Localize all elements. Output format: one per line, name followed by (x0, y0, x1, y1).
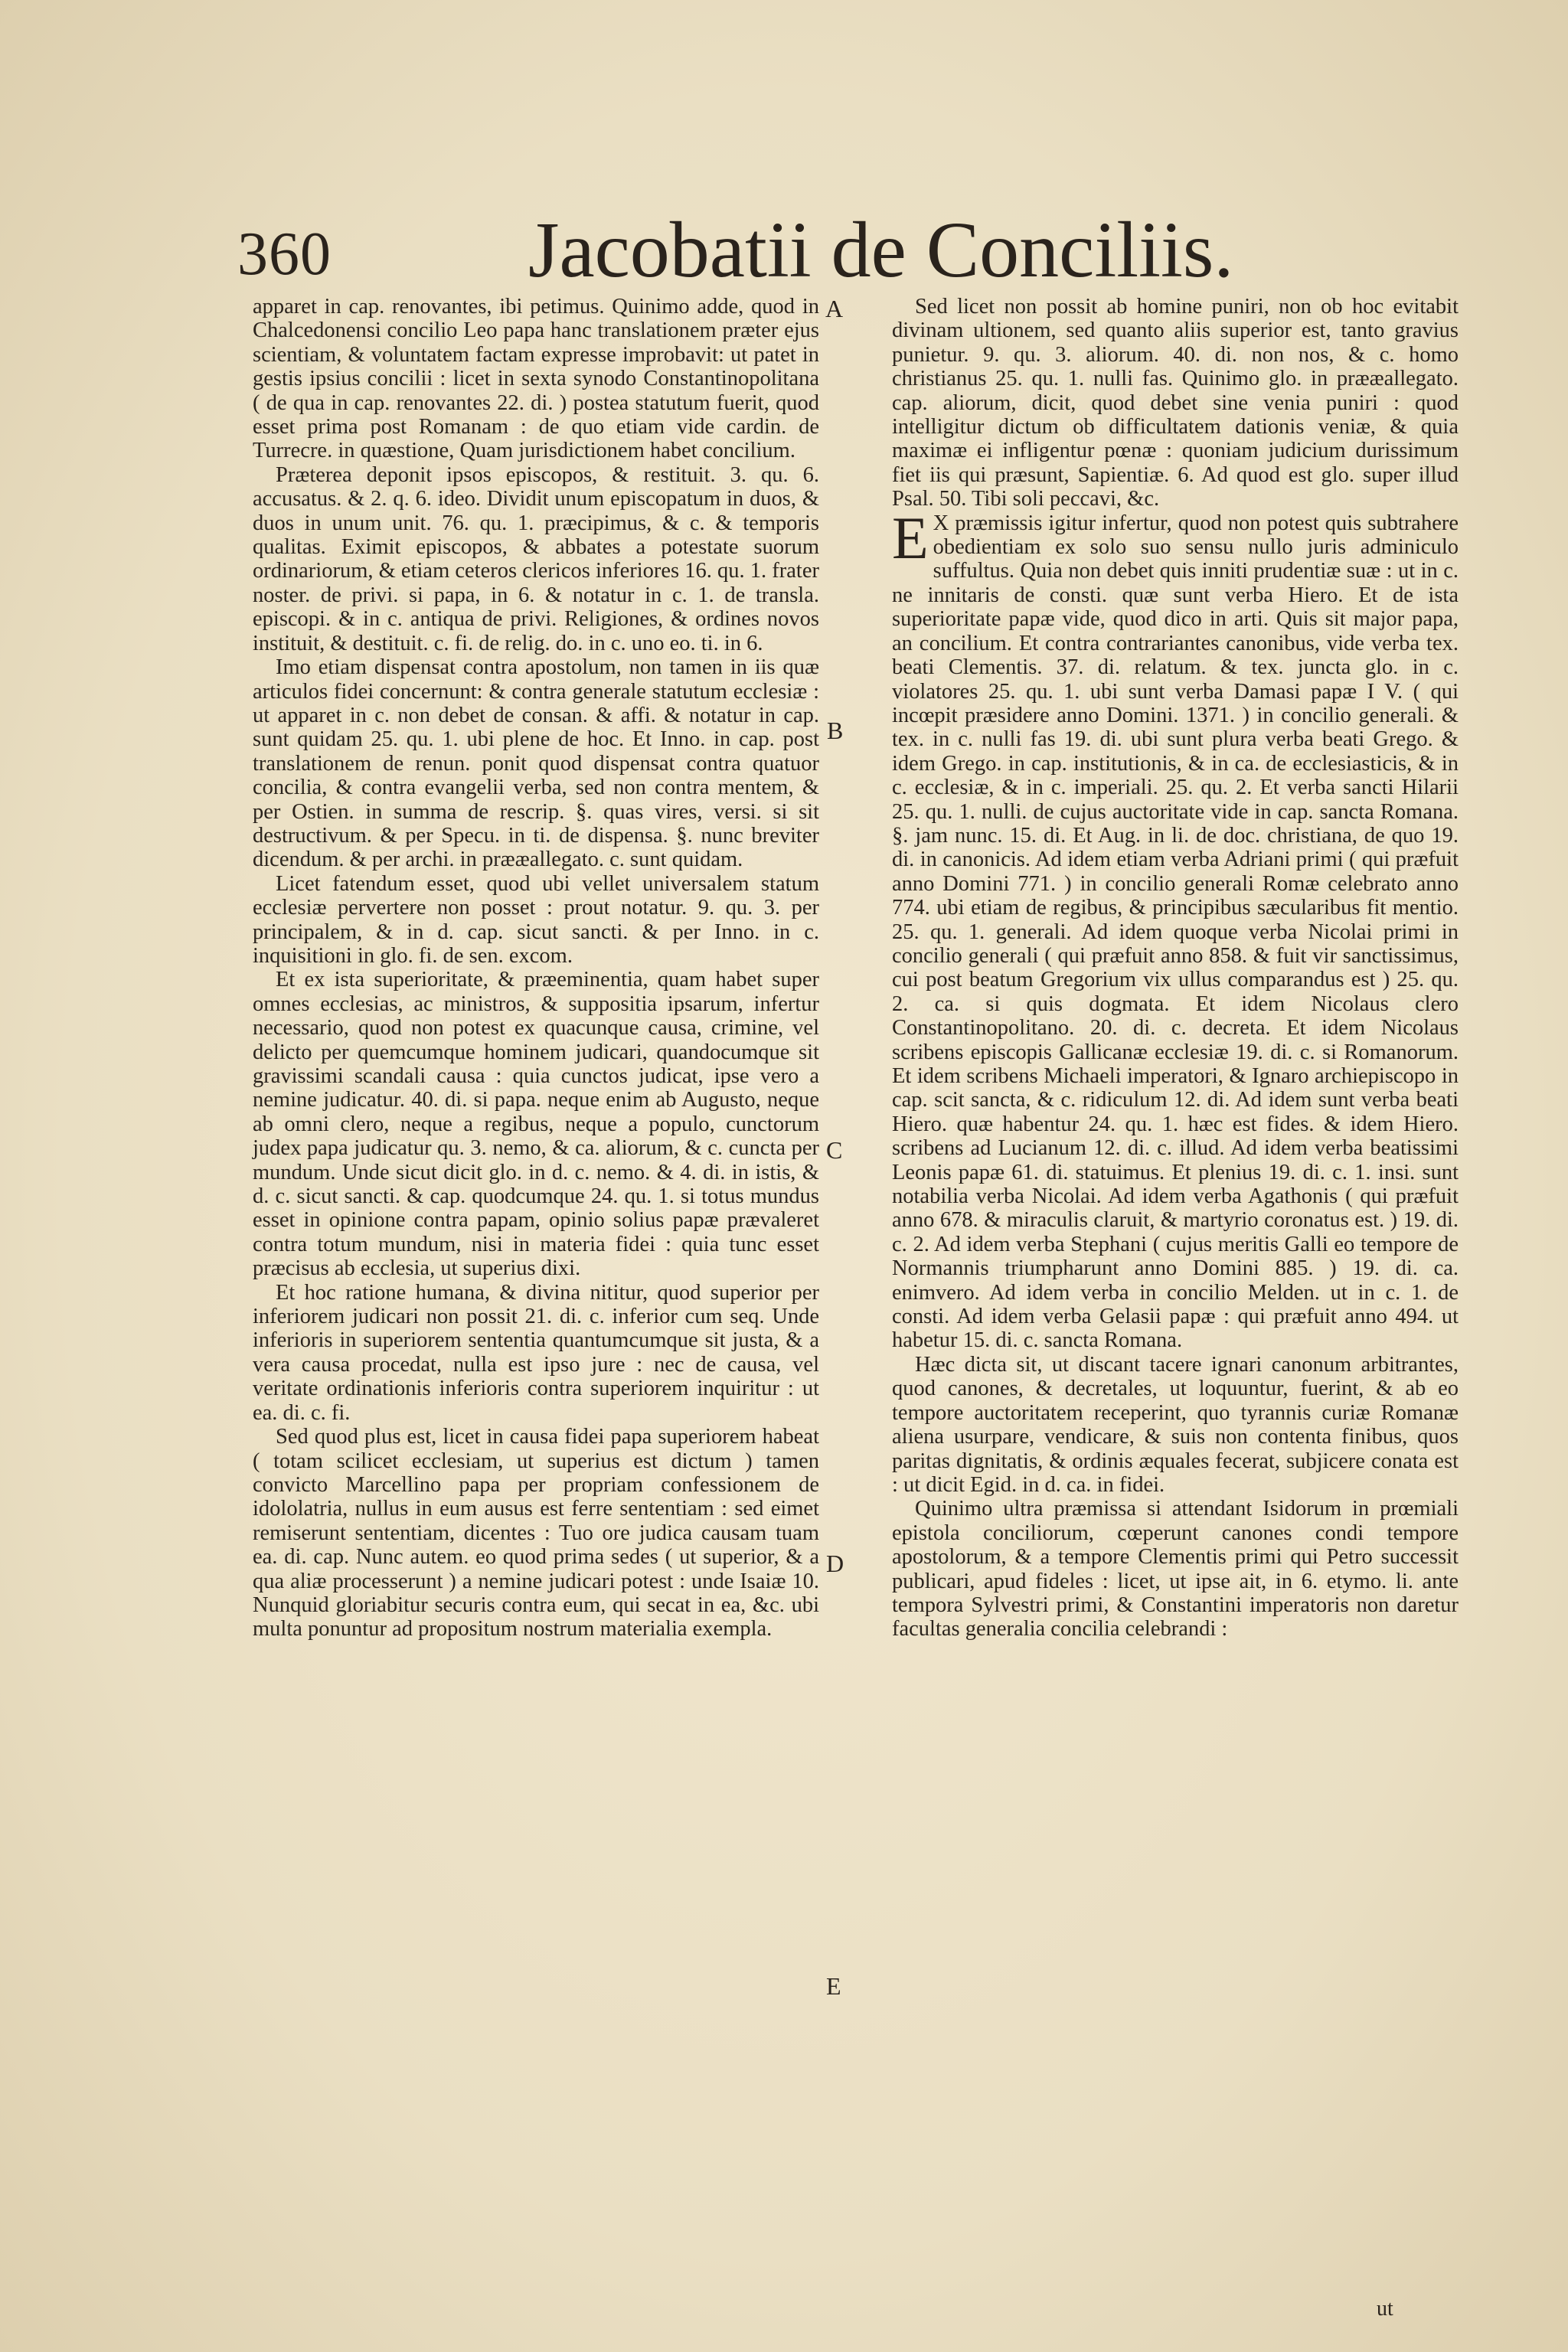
margin-letter-d: D (826, 1550, 844, 1577)
drop-cap: E (892, 504, 929, 571)
catchword: ut (1377, 2297, 1393, 2321)
paragraph: apparet in cap. renovantes, ibi petimus. Quinimo adde, quod in Chalcedonensi concilio Leo papa hanc translationem præter ejus scientiam, & voluntatem factam expresse improbavit: ut patet in gestis ipsius concilii : licet in sexta synodo Constantinopolitana ( de qua in cap. renovantes 22. di. ) postea statutum fuerit, quod esset prima post Romanam : de quo etiam vide cardin. de Turrecre. in quæstione, Quam jurisdictionem habet concilium. (253, 295, 819, 463)
running-title: Jacobatii de Conciliis. (528, 206, 1234, 294)
paragraph: Imo etiam dispensat contra apostolum, non tamen in iis quæ articulos fidei concernunt: & contra generale statutum ecclesiæ : ut apparet in c. non debet de consan. & affi. & notatur in cap. sunt quidam 25. qu. 1. ubi plene de hoc. Et Inno. in cap. post translationem de renun. ponit quod dispensat contra quatuor concilia, & contra evangelii verba, sed non contra mentem, & per Ostien. in summa de rescrip. §. quas vires, versi. si sit destructivum. & per Specu. in ti. de dispensa. §. nunc breviter dicendum. & per archi. in prææallegato. c. sunt quidam. (253, 655, 819, 872)
margin-letter-e: E (826, 1972, 841, 2000)
paragraph: Sed licet non possit ab homine puniri, non ob hoc evitabit divinam ultionem, sed quanto aliis superior est, tanto gravius punietur. 9. qu. 3. aliorum. 40. di. non nos, & c. homo christianus 25. qu. 1. nulli fas. Quinimo glo. in prææallegato. cap. aliorum, dicit, quod debet sine venia puniri : quod intelligitur dictum ob difficultatem dationis veniæ, & quia maximæ ei infligentur pœnæ : quoniam judicium durissimum fiet iis qui præsunt, Sapientiæ. 6. Ad quod est glo. super illud Psal. 50. Tibi soli peccavi, &c. (892, 295, 1459, 511)
paragraph: Licet fatendum esset, quod ubi vellet universalem statum ecclesiæ pervertere non posset : prout notatur. 9. qu. 3. per principalem, & in d. cap. sicut sancti. & per Inno. in c. inquisitioni in glo. fi. de sen. excom. (253, 871, 819, 968)
paragraph-text: X præmissis igitur infertur, quod non potest quis subtrahere obedientiam ex solo suo sensu nullo juris adminiculo suffultus. Quia non debet quis inniti prudentiæ suæ : ut in c. ne innitaris de consti. quæ sunt verba Hiero. Et de ista superioritate papæ vide, quod dico in arti. Quis sit major papa, an concilium. Et contra contrariantes canonibus, vide verba tex. beati Clementis. 37. di. relatum. & tex. juncta glo. in c. violatores 25. qu. 1. ubi sunt verba Damasi papæ I V. ( qui incœpit præsidere anno Domini. 1371. ) in concilio generali. & tex. in c. nulli fas 19. di. ubi sunt plura verba beati Grego. & idem Grego. in cap. institutionis, & in ca. de ecclesiasticis, & in c. ecclesiæ, & in c. imperiali. 25. qu. 2. Et verba sancti Hilarii 25. qu. 1. nulli. de cujus auctoritate vide in cap. sancta Romana. §. jam nunc. 15. di. Et Aug. in li. de doc. christiana, de quo 19. di. in canonicis. Ad idem etiam verba Adriani primi ( qui præfuit anno Domini 771. ) in concilio generali Romæ celebrato anno 774. ubi etiam de regibus, & principibus sæcularibus fit mentio. 25. qu. 1. generali. Ad idem quoque verba Nicolai primi in concilio generali ( qui præfuit anno 858. & fuit vir sanctissimus, cui post beatum Gregorium vix ullus comparandus est ) 25. qu. 2. ca. si quis dogmata. Et idem Nicolaus clero Constantinopolitano. 20. di. c. decreta. Et idem Nicolaus scribens episcopis Gallicanæ ecclesiæ 19. di. c. si Romanorum. Et idem scribens Michaeli imperatori, & Ignaro archiepiscopo in cap. scit sancta, & c. ridiculum 12. di. Ad idem sunt verba beati Hiero. quæ habentur 24. qu. 1. hæc est fides. & idem Hiero. scribens ad Lucianum 12. di. c. illud. Ad idem verba beatissimi Leonis papæ 61. di. statuimus. Et plenius 19. di. c. 1. insi. sunt notabilia verba Nicolai. Ad idem verba Agathonis ( qui præfuit anno 678. & miraculis claruit, & martyrio coronatus est. ) 19. di. c. 2. Ad idem verba Stephani ( cujus meritis Galli eo tempore de Normannis triumpharunt anno Domini 885. ) 19. di. ca. enimvero. Ad idem verba in concilio Melden. ut in c. 1. de consti. Ad idem verba Gelasii papæ : qui præfuit anno 494. ut habetur 15. di. c. sancta Romana. (892, 511, 1459, 1353)
margin-letter-c: C (826, 1136, 843, 1164)
margin-letter-b: B (827, 717, 844, 744)
left-column (253, 295, 819, 1642)
paragraph: Præterea deponit ipsos episcopos, & restituit. 3. qu. 6. accusatus. & 2. q. 6. ideo. Dividit unum episcopatum in duos, & duos in unum unit. 76. qu. 1. præcipimus, & c. & temporis qualitas. Eximit episcopos, & abbates a potestate suorum ordinariorum, & etiam ceteros clericos inferiores 16. qu. 1. frater noster. de privi. si papa, in 6. & notatur in c. 1. de transla. episcopi. & in c. antiqua de privi. Religiones, & ordines novos instituit, & destituit. c. fi. de relig. do. in c. uno eo. ti. in 6. (253, 462, 819, 655)
page-number: 360 (237, 220, 332, 288)
paragraph-with-initial (892, 504, 1459, 1353)
paragraph: Et hoc ratione humana, & divina nititur, quod superior per inferiorem judicari non possit 21. di. c. inferior cum seq. Unde inferioris in superiorem sententia quantumcumque sit justa, & a vera causa procedat, nulla est ipso jure : nec de causa, vel veritate ordinationis inferioris contra superiorem inquiritur : ut ea. di. c. fi. (253, 1280, 819, 1425)
paragraph: Sed quod plus est, licet in causa fidei papa superiorem habeat ( totam scilicet ecclesiam, ut superius est dictum ) tamen convicto Marcellino papa per propriam confessionem de idololatria, nullus in eum ausus est ferre sententiam : sed eimet remiserunt sententiam, dicentes : Tuo ore judica causam tuam ea. di. cap. Nunc autem. eo quod prima sedes ( ut superior, & a qua aliæ processerunt ) a nemine judicari potest : unde Isaiæ 10. Nunquid gloriabitur securis contra eum, qui secat in ea, &c. ubi multa ponuntur ad propositum nostrum materialia exempla. (253, 1425, 819, 1642)
margin-letter-a: A (825, 295, 844, 322)
paragraph: Quinimo ultra præmissa si attendant Isidorum in prœmiali epistola conciliorum, cœperunt canones condi tempore apostolorum, & a tempore Clementis primi qui Petro successit publicari, apud fideles : licet, ut ipse ait, in 6. etymo. li. ante tempora Sylvestri primi, & Constantini imperatoris non daretur facultas generalia concilia celebrandi : (892, 1497, 1459, 1642)
paragraph: Hæc dicta sit, ut discant tacere ignari canonum arbitrantes, quod canones, & decretales, ut loquuntur, fuerint, & ab eo tempore auctoritatem receperint, quo tyrannis curiæ Romanæ aliena usurpare, vendicare, & suis non contenta finibus, quos paritas dignitatis, & ordinis æquales fecerat, subjicere conata est : ut dicit Egid. in d. ca. in fidei. (892, 1352, 1459, 1497)
paragraph: Et ex ista superioritate, & præeminentia, quam habet super omnes ecclesias, ac ministros, & suppositia ipsarum, infertur necessario, quod non potest ex quacunque causa, crimine, vel delicto per quemcumque hominem judicari, quandocumque sit gravissimi scandali causa : quia cunctos judicat, ipse vero a nemine judicatur. 40. di. si papa. neque enim ab Augusto, neque ab omni clero, neque a regibus, neque a populo, cunctorum judex papa judicatur qu. 3. nemo, & ca. aliorum, & c. cuncta per mundum. Unde sicut dicit glo. in d. c. nemo. & 4. di. in istis, & d. c. sicut sancti. & cap. quodcumque 24. qu. 1. si totus mundus esset in opinione contra papam, opinio solius papæ prævaleret contra totum mundum, nisi in materia fidei : quia tunc esset præcisus ab ecclesia, ut superius dixi. (253, 968, 819, 1281)
running-header (237, 201, 1539, 300)
right-column (892, 295, 1459, 1642)
